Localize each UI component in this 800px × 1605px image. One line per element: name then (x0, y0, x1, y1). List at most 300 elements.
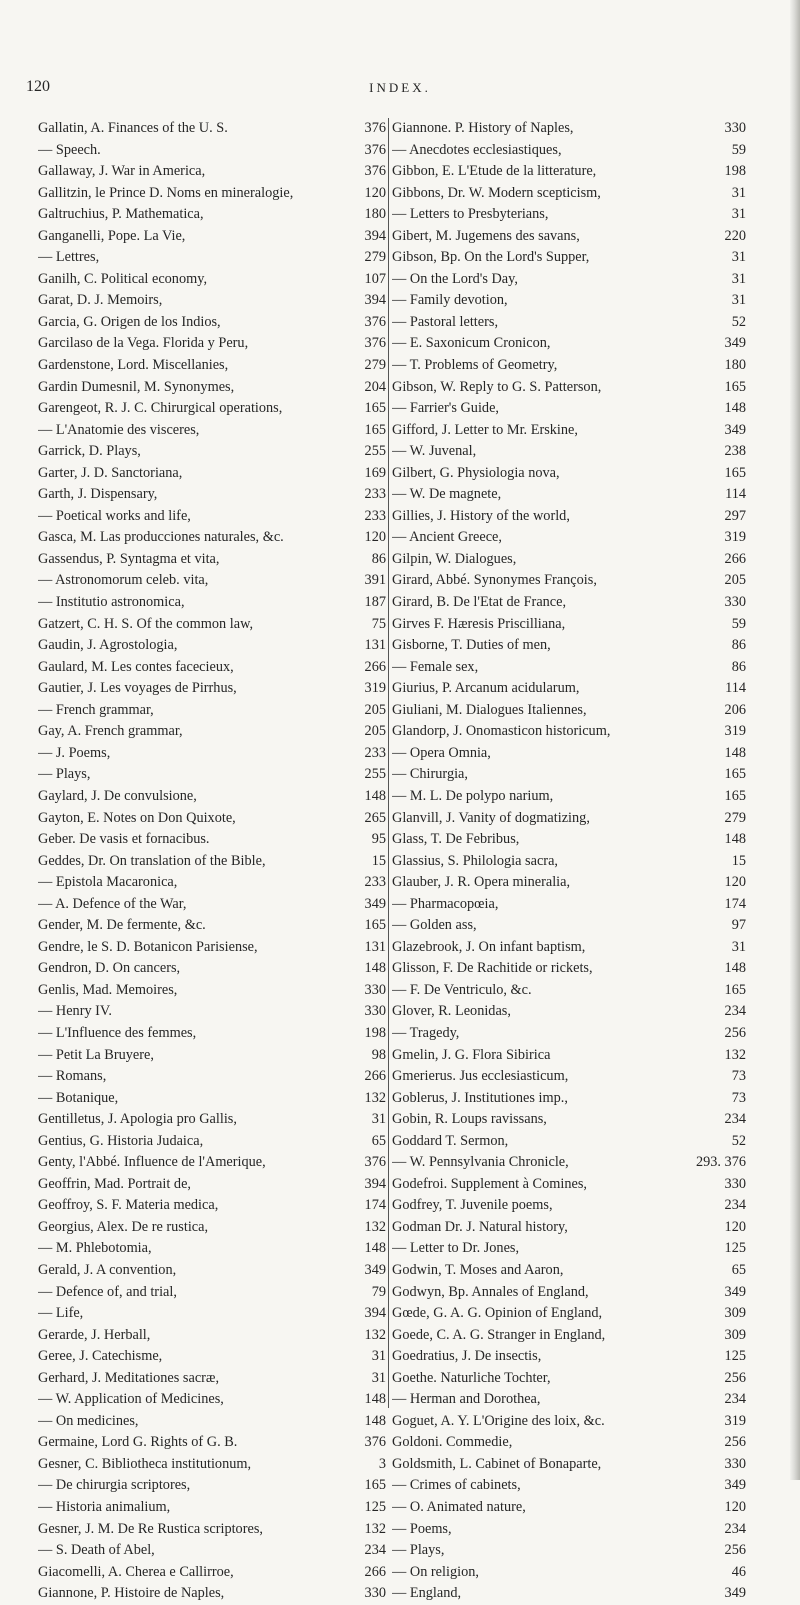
index-entry-title: — England, (392, 1585, 462, 1602)
index-entry (38, 269, 386, 291)
index-entry (392, 333, 746, 355)
index-entry-page: 394 (364, 1175, 386, 1192)
index-entry-page: 330 (724, 1455, 746, 1472)
index-entry-page: 75 (371, 615, 386, 632)
index-entry-page: 15 (731, 852, 746, 869)
index-entry (38, 808, 386, 830)
index-entry-title: Gallatin, A. Finances of the U. S. (38, 120, 228, 136)
index-entry-title: Glauber, J. R. Opera mineralia, (392, 874, 571, 891)
index-entry-page: 120 (724, 1218, 746, 1235)
index-entry-title: — Letters to Presbyterians, (392, 206, 549, 223)
index-entry-page: 234 (724, 1391, 746, 1408)
index-entry-title: Gasca, M. Las producciones naturales, &c. (38, 529, 284, 546)
index-entry (392, 1389, 746, 1411)
index-entry-page: 349 (724, 421, 746, 438)
index-entry-title: — Poems, (392, 1520, 452, 1537)
index-entry-page: 279 (364, 249, 386, 266)
index-entry-page: 132 (364, 1218, 386, 1235)
index-entry (392, 226, 746, 248)
index-entry (392, 635, 746, 657)
index-entry-title: Godwin, T. Moses and Aaron, (392, 1261, 564, 1278)
index-entry (392, 1260, 746, 1282)
index-entry-title: Gibson, Bp. On the Lord's Supper, (392, 249, 590, 266)
index-entry-title: — Plays, (38, 766, 91, 783)
index-entry (38, 420, 386, 442)
index-entry-page: 125 (724, 1240, 746, 1257)
index-entry-page: 165 (364, 1477, 386, 1494)
index-entry-title: Girard, B. De l'Etat de France, (392, 594, 567, 611)
index-entry-title: Genlis, Mad. Memoires, (38, 981, 178, 998)
index-entry-title: — On religion, (392, 1563, 479, 1580)
index-entry-page: 165 (364, 917, 386, 934)
index-entry-title: Gifford, J. Letter to Mr. Erskine, (392, 421, 578, 438)
index-entry (38, 377, 386, 399)
index-entry-title: Gillies, J. History of the world, (392, 507, 570, 524)
index-entry (392, 484, 746, 506)
index-entry-title: Geber. De vasis et fornacibus. (38, 831, 210, 848)
index-entry-title: Gayton, E. Notes on Don Quixote, (38, 809, 236, 826)
index-entry-title: — Opera Omnia, (392, 744, 491, 761)
index-entry (392, 829, 746, 851)
index-entry-title: — Historia animalium, (38, 1499, 171, 1515)
index-entry-page: 349 (724, 335, 746, 352)
index-entry (392, 204, 746, 226)
index-entry (392, 1519, 746, 1541)
index-entry (38, 1152, 386, 1174)
index-entry (392, 1562, 746, 1584)
index-entry (392, 1368, 746, 1390)
index-entry-page: 165 (724, 464, 746, 481)
index-entry-title: — E. Saxonicum Cronicon, (392, 335, 551, 352)
index-entry-title: — A. Defence of the War, (38, 895, 187, 912)
index-entry (392, 1432, 746, 1454)
index-entry-page: 376 (364, 120, 386, 136)
index-entry (392, 527, 746, 549)
index-entry-page: 132 (364, 1326, 386, 1343)
index-entry (392, 441, 746, 463)
index-entry (38, 915, 386, 937)
index-entry (392, 808, 746, 830)
index-entry-page: 59 (731, 615, 746, 632)
index-entry-page: 394 (364, 292, 386, 309)
index-entry-title: — J. Poems, (38, 744, 111, 761)
index-entry-page: 148 (724, 400, 746, 417)
index-entry-title: — Life, (38, 1305, 84, 1322)
index-entry-title: — Romans, (38, 1068, 107, 1085)
index-entry-page: 319 (724, 529, 746, 546)
index-entry (38, 1411, 386, 1433)
index-entry (38, 290, 386, 312)
index-entry-page: 31 (731, 184, 746, 201)
index-entry-page: 73 (731, 1068, 746, 1085)
index-entry-title: Girves F. Hæresis Priscilliana, (392, 615, 566, 632)
index-entry-title: Goede, C. A. G. Stranger in England, (392, 1326, 606, 1343)
index-entry-page: 31 (371, 1369, 386, 1386)
index-entry-page: 206 (724, 701, 746, 718)
index-entry (392, 355, 746, 377)
index-entry (38, 1023, 386, 1045)
index-entry-title: — De chirurgia scriptores, (38, 1477, 191, 1494)
index-entry (38, 140, 386, 162)
index-entry-title: Giannone. P. History of Naples, (392, 120, 574, 136)
index-entry-title: Gentilletus, J. Apologia pro Gallis, (38, 1111, 237, 1128)
index-entry-title: — Lettres, (38, 249, 100, 266)
index-entry-title: — Letter to Dr. Jones, (392, 1240, 520, 1257)
index-entry-title: Gender, M. De fermente, &c. (38, 917, 206, 934)
index-entry-page: 256 (724, 1434, 746, 1451)
index-entry-title: — W. Pennsylvania Chronicle, (392, 1154, 569, 1171)
index-entry-page: 46 (731, 1563, 746, 1580)
index-entry-title: — Defence of, and trial, (38, 1283, 177, 1300)
index-entry (38, 1346, 386, 1368)
index-entry (392, 1282, 746, 1304)
index-entry-page: 256 (724, 1542, 746, 1559)
index-entry-page: 349 (364, 1261, 386, 1278)
index-entry-title: Glandorp, J. Onomasticon historicum, (392, 723, 611, 740)
index-entry (38, 937, 386, 959)
index-entry-title: — Pastoral letters, (392, 313, 499, 330)
index-entry (38, 1066, 386, 1088)
index-entry-page: 65 (371, 1132, 386, 1149)
index-entry-title: — Female sex, (392, 658, 479, 675)
index-entry (392, 1497, 746, 1519)
index-entry (38, 1088, 386, 1110)
index-entry-page: 233 (364, 486, 386, 503)
index-entry-page: 31 (731, 938, 746, 955)
index-entry (38, 549, 386, 571)
index-entry-page: 266 (724, 550, 746, 567)
index-entry-title: — Poetical works and life, (38, 507, 191, 524)
index-entry-title: — F. De Ventriculo, &c. (392, 981, 532, 998)
index-entry (392, 614, 746, 636)
index-entry (392, 312, 746, 334)
index-entry-page: 165 (724, 787, 746, 804)
index-entry (392, 269, 746, 291)
index-entry-title: Garcia, G. Origen de los Indios, (38, 313, 221, 330)
index-entry (392, 1346, 746, 1368)
index-entry-title: Gendron, D. On cancers, (38, 960, 181, 977)
index-entry-page: 394 (364, 227, 386, 244)
index-entry (38, 764, 386, 786)
index-entry (38, 1454, 386, 1476)
index-entry-page: 205 (724, 572, 746, 589)
index-entry-title: Gardenstone, Lord. Miscellanies, (38, 357, 229, 374)
index-entry (38, 1174, 386, 1196)
index-entry-title: Genty, l'Abbé. Influence de l'Amerique, (38, 1154, 266, 1171)
index-entry-page: 31 (731, 206, 746, 223)
index-entry-title: Gœde, G. A. G. Opinion of England, (392, 1305, 603, 1322)
index-entry-title: Gerald, J. A convention, (38, 1261, 177, 1278)
index-entry (392, 657, 746, 679)
index-entry (392, 570, 746, 592)
index-entry-title: Gardin Dumesnil, M. Synonymes, (38, 378, 235, 395)
index-entry-title: — On the Lord's Day, (392, 270, 518, 287)
index-entry-title: Gibbons, Dr. W. Modern scepticism, (392, 184, 601, 201)
index-entry (38, 1001, 386, 1023)
index-entry-title: — Speech. (38, 141, 101, 158)
index-entry (38, 743, 386, 765)
index-entry (392, 851, 746, 873)
index-entry-title: — M. Phlebotomia, (38, 1240, 152, 1257)
index-entry (392, 700, 746, 722)
index-entry-title: — Anecdotes ecclesiastiques, (392, 141, 562, 158)
index-entry-page: 205 (364, 701, 386, 718)
index-entry-title: — French grammar, (38, 701, 154, 718)
index-entry-title: Gisborne, T. Duties of men, (392, 637, 551, 654)
index-entry-page: 95 (371, 831, 386, 848)
index-entry (38, 204, 386, 226)
index-entry-page: 132 (724, 1046, 746, 1063)
index-column-left (38, 118, 386, 1605)
index-entry-title: — On medicines, (38, 1412, 139, 1429)
index-entry-page: 319 (724, 723, 746, 740)
index-entry-page: 31 (731, 249, 746, 266)
index-entry-page: 125 (724, 1348, 746, 1365)
index-entry-title: Glazebrook, J. On infant baptism, (392, 938, 586, 955)
index-entry-page: 376 (364, 1434, 386, 1451)
index-entry-page: 266 (364, 658, 386, 675)
index-entry-page: 349 (364, 895, 386, 912)
running-head: INDEX. (369, 80, 431, 95)
index-entry-title: — Henry IV. (38, 1003, 112, 1020)
index-entry-page: 220 (724, 227, 746, 244)
index-entry-title: — L'Anatomie des visceres, (38, 421, 200, 438)
index-entry-title: — Institutio astronomica, (38, 594, 185, 611)
index-entry (38, 1519, 386, 1541)
index-entry-title: Gobin, R. Loups ravissans, (392, 1111, 547, 1128)
index-entry-page: 165 (724, 378, 746, 395)
index-entry-title: Gilpin, W. Dialogues, (392, 550, 517, 567)
index-entry-title: Gay, A. French grammar, (38, 723, 183, 740)
index-entry-page: 376 (364, 335, 386, 352)
index-entry-page: 234 (364, 1542, 386, 1559)
index-entry-page: 148 (724, 960, 746, 977)
index-entry-page: 15 (371, 852, 386, 869)
index-entry-title: — Herman and Dorothea, (392, 1391, 541, 1408)
index-entry (38, 1389, 386, 1411)
index-entry (392, 764, 746, 786)
index-entry-page: 234 (724, 1003, 746, 1020)
column-divider (388, 118, 389, 1408)
index-entry (392, 140, 746, 162)
index-entry-title: — Petit La Bruyere, (38, 1046, 154, 1063)
index-entry-title: Gilbert, G. Physiologia nova, (392, 464, 560, 481)
index-entry (38, 118, 386, 140)
index-entry-title: — Epistola Macaronica, (38, 874, 178, 891)
index-entry-page: 174 (364, 1197, 386, 1214)
index-entry-title: Gibson, W. Reply to G. S. Patterson, (392, 378, 602, 395)
index-entry-page: 319 (364, 680, 386, 697)
index-entry-page: 59 (731, 141, 746, 158)
index-entry-page: 107 (364, 270, 386, 287)
index-entry-title: — Farrier's Guide, (392, 400, 499, 417)
index-entry (38, 829, 386, 851)
index-entry-page: 266 (364, 1563, 386, 1580)
index-entry-page: 279 (364, 357, 386, 374)
index-entry-title: Giannone, P. Histoire de Naples, (38, 1585, 225, 1602)
index-entry-title: Garcilaso de la Vega. Florida y Peru, (38, 335, 249, 352)
index-entry-page: 391 (364, 572, 386, 589)
index-entry (392, 1411, 746, 1433)
index-entry-page: 73 (731, 1089, 746, 1106)
index-entry (392, 1475, 746, 1497)
index-entry (38, 183, 386, 205)
index-entry-page: 376 (364, 163, 386, 180)
index-entry (392, 1238, 746, 1260)
index-entry (38, 1282, 386, 1304)
index-entry (38, 657, 386, 679)
index-entry (38, 721, 386, 743)
index-entry (392, 1174, 746, 1196)
index-entry-page: 97 (731, 917, 746, 934)
index-entry (38, 1562, 386, 1584)
index-entry (392, 290, 746, 312)
index-entry-page: 255 (364, 766, 386, 783)
index-entry-title: — M. L. De polypo narium, (392, 787, 554, 804)
index-entry-page: 31 (731, 270, 746, 287)
page-number: 120 (26, 78, 50, 95)
index-entry (38, 1368, 386, 1390)
index-entry-page: 256 (724, 1369, 746, 1386)
index-entry-page: 165 (724, 766, 746, 783)
index-entry (392, 377, 746, 399)
index-entry (38, 1475, 386, 1497)
index-entry-page: 86 (371, 550, 386, 567)
index-entry-title: Godwyn, Bp. Annales of England, (392, 1283, 589, 1300)
index-entry-page: 256 (724, 1024, 746, 1041)
index-entry-title: Gmerierus. Jus ecclesiasticum, (392, 1068, 569, 1085)
index-entry-title: Ganilh, C. Political economy, (38, 270, 208, 287)
index-entry (392, 1583, 746, 1605)
index-entry-title: Gibbon, E. L'Etude de la litterature, (392, 163, 597, 180)
index-entry-title: Gendre, le S. D. Botanicon Parisiense, (38, 938, 258, 955)
index-entry-page: 148 (364, 1391, 386, 1408)
index-entry-title: — Botanique, (38, 1089, 119, 1106)
index-entry-title: Gautier, J. Les voyages de Pirrhus, (38, 680, 237, 697)
index-entry-title: Gallaway, J. War in America, (38, 163, 206, 180)
index-entry-page: 279 (724, 809, 746, 826)
index-entry-title: — W. Application of Medicines, (38, 1391, 224, 1408)
index-entry-page: 148 (364, 1412, 386, 1429)
index-entry-page: 204 (364, 378, 386, 395)
index-entry (38, 1195, 386, 1217)
index-entry-page: 330 (724, 594, 746, 611)
index-entry (38, 484, 386, 506)
index-entry-title: Goddard T. Sermon, (392, 1132, 509, 1149)
index-entry (38, 1497, 386, 1519)
index-entry-page: 148 (724, 744, 746, 761)
index-entry (392, 398, 746, 420)
index-entry (392, 1303, 746, 1325)
index-entry-page: 31 (731, 292, 746, 309)
index-entry-page: 205 (364, 723, 386, 740)
index-entry-page: 148 (364, 960, 386, 977)
index-entry-title: — Chirurgia, (392, 766, 468, 783)
index-entry-title: Goguet, A. Y. L'Origine des loix, &c. (392, 1412, 605, 1429)
index-entry (38, 1260, 386, 1282)
index-entry (38, 506, 386, 528)
index-entry-page: 198 (724, 163, 746, 180)
index-entry-page: 330 (364, 1585, 386, 1602)
index-entry (392, 721, 746, 743)
index-entry-title: — Family devotion, (392, 292, 508, 309)
index-entry-title: Garter, J. D. Sanctoriana, (38, 464, 183, 481)
index-column-right (392, 118, 746, 1605)
index-entry (392, 247, 746, 269)
index-entry-page: 309 (724, 1305, 746, 1322)
index-entry (38, 614, 386, 636)
index-entry (38, 226, 386, 248)
index-entry (392, 1045, 746, 1067)
index-entry-title: Goldsmith, L. Cabinet of Bonaparte, (392, 1455, 602, 1472)
index-entry (38, 463, 386, 485)
index-entry-page: 169 (364, 464, 386, 481)
index-entry-page: 297 (724, 507, 746, 524)
index-entry-page: 319 (724, 1412, 746, 1429)
index-entry-title: Giacomelli, A. Cherea e Callirroe, (38, 1563, 234, 1580)
index-entry-title: Glisson, F. De Rachitide or rickets, (392, 960, 593, 977)
index-entry-page: 349 (724, 1477, 746, 1494)
index-entry-page: 3 (378, 1455, 386, 1472)
index-entry (38, 1432, 386, 1454)
index-entry-title: Glassius, S. Philologia sacra, (392, 852, 558, 869)
index-entry-title: Glanvill, J. Vanity of dogmatizing, (392, 809, 590, 826)
index-entry-page: 180 (724, 357, 746, 374)
index-entry-page: 187 (364, 594, 386, 611)
index-entry-title: — Golden ass, (392, 917, 477, 934)
index-entry-page: 79 (371, 1283, 386, 1300)
index-entry-page: 132 (364, 1089, 386, 1106)
index-entry (38, 851, 386, 873)
index-entry-page: 86 (731, 658, 746, 675)
index-entry (392, 743, 746, 765)
index-entry (38, 980, 386, 1002)
index-entry-page: 52 (731, 313, 746, 330)
index-entry-title: — Crimes of cabinets, (392, 1477, 521, 1494)
index-entry (38, 592, 386, 614)
index-entry-title: Giurius, P. Arcanum acidularum, (392, 680, 580, 697)
index-entry-title: Glass, T. De Febribus, (392, 831, 520, 848)
index-entry (38, 398, 386, 420)
index-entry-page: 31 (371, 1111, 386, 1128)
index-entry-title: Godefroi. Supplement à Comines, (392, 1175, 587, 1192)
index-entry-title: Gerhard, J. Meditationes sacræ, (38, 1369, 220, 1386)
index-entry (38, 1217, 386, 1239)
index-entry (38, 1131, 386, 1153)
index-entry (392, 161, 746, 183)
index-entry-page: 238 (724, 443, 746, 460)
index-entry-title: Goethe. Naturliche Tochter, (392, 1369, 551, 1386)
index-entry-page: 376 (364, 313, 386, 330)
index-entry (38, 786, 386, 808)
index-entry (38, 872, 386, 894)
index-entry-page: 309 (724, 1326, 746, 1343)
index-entry-title: Goedratius, J. De insectis, (392, 1348, 542, 1365)
index-entry (38, 635, 386, 657)
index-entry (392, 937, 746, 959)
index-entry (392, 183, 746, 205)
index-entry-page: 376 (364, 141, 386, 158)
index-entry-page: 349 (724, 1585, 746, 1602)
index-entry (392, 915, 746, 937)
index-entry-page: 131 (364, 938, 386, 955)
index-entry (392, 1540, 746, 1562)
index-entry-page: 233 (364, 507, 386, 524)
index-entry (38, 527, 386, 549)
index-entry-page: 394 (364, 1305, 386, 1322)
index-entry-page: 174 (724, 895, 746, 912)
page-edge-shadow (790, 0, 800, 1480)
